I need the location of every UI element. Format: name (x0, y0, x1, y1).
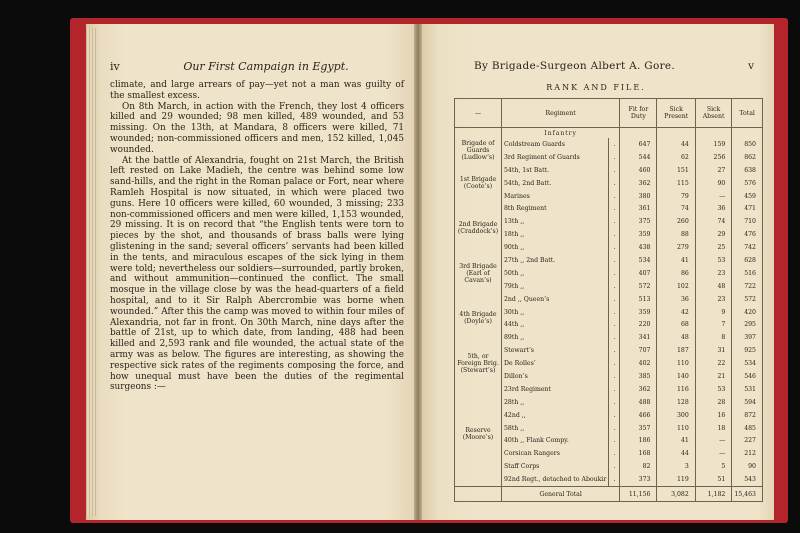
sick-absent-value: 21 (695, 370, 732, 383)
sick-present-value: 140 (657, 370, 695, 383)
sick-present-value: 44 (657, 447, 695, 460)
sick-present-value: 44 (657, 138, 695, 151)
sick-present-value: 110 (657, 422, 695, 435)
sick-absent-value: 53 (695, 383, 732, 396)
right-running-title: By Brigade-Surgeon Albert A. Gore. (474, 60, 676, 72)
leader-dot: . (609, 267, 620, 280)
regiment-name: 18th ,, (502, 228, 609, 241)
leader-dot: . (609, 215, 620, 228)
fit-value: 460 (620, 164, 657, 177)
leader-dot: . (609, 228, 620, 241)
fit-value: 362 (620, 383, 657, 396)
table-row (455, 177, 763, 190)
sick-present-value: 88 (657, 228, 695, 241)
regiment-name: 58th ,, (502, 422, 609, 435)
section-row (455, 128, 763, 139)
leader-dot: . (609, 306, 620, 319)
sick-present-value: 42 (657, 306, 695, 319)
fit-value: 402 (620, 357, 657, 370)
total-value: 872 (732, 409, 763, 422)
leader-dot: . (609, 370, 620, 383)
fit-value: 534 (620, 254, 657, 267)
leader-dot: . (609, 241, 620, 254)
sick-present-value: 151 (657, 164, 695, 177)
sick-present-value: 300 (657, 409, 695, 422)
sick-absent-value: 159 (695, 138, 732, 151)
total-value: 850 (732, 138, 763, 151)
total-value: 485 (732, 422, 763, 435)
total-value: 397 (732, 331, 763, 344)
regiment-name: 13th ,, (502, 215, 609, 228)
leader-dot: . (609, 190, 620, 203)
regiment-name: Staff Corps (502, 460, 609, 473)
total-total: 15,463 (732, 487, 763, 502)
regiment-name: Corsican Rangers (502, 447, 609, 460)
total-value: 420 (732, 306, 763, 319)
leader-dot: . (609, 280, 620, 293)
regiment-name: 30th ,, (502, 306, 609, 319)
regiment-name: Dillon’s (502, 370, 609, 383)
total-value: 638 (732, 164, 763, 177)
general-total-row (455, 487, 763, 502)
fit-value: 357 (620, 422, 657, 435)
fit-value: 168 (620, 447, 657, 460)
leader-dot: . (609, 447, 620, 460)
leader-dot: . (609, 383, 620, 396)
sick-absent-value: — (695, 190, 732, 203)
leader-dot: . (609, 202, 620, 215)
leader-dot: . (609, 344, 620, 357)
regiment-name: 54th, 2nd Batt. (502, 177, 609, 190)
regiment-name: 44th ,, (502, 318, 609, 331)
fit-value: 707 (620, 344, 657, 357)
total-value: 572 (732, 293, 763, 306)
leader-dot: . (609, 422, 620, 435)
total-value: 594 (732, 396, 763, 409)
table-row (455, 190, 763, 203)
table-row (455, 164, 763, 177)
blank-cell (620, 128, 657, 139)
table-row (455, 254, 763, 267)
paragraph: climate, and large arrears of pay—yet not a man was guilty of the smallest excess. (110, 80, 404, 101)
sick-absent-value: 25 (695, 241, 732, 254)
fit-value: 488 (620, 396, 657, 409)
fit-value: 544 (620, 151, 657, 164)
left-running-title: Our First Campaign in Egypt. (183, 60, 349, 73)
sick-present-value: 41 (657, 434, 695, 447)
regiment-name: 92nd Regt., detached to Aboukir (502, 473, 609, 486)
fit-value: 220 (620, 318, 657, 331)
sick-present-value: 260 (657, 215, 695, 228)
table-row (455, 138, 763, 151)
table-row (455, 344, 763, 357)
leader-dot: . (609, 151, 620, 164)
leader-dot: . (609, 177, 620, 190)
sick-present-value: 115 (657, 177, 695, 190)
total-value: 531 (732, 383, 763, 396)
leader-dot: . (609, 473, 620, 486)
left-body-text (110, 80, 404, 393)
header-fit: Fit for Duty (620, 99, 657, 128)
table-row (455, 202, 763, 215)
table-row (455, 280, 763, 293)
leader-dot: . (609, 434, 620, 447)
total-value: 476 (732, 228, 763, 241)
regiment-name: 3rd Regiment of Guards (502, 151, 609, 164)
leader-dot: . (609, 138, 620, 151)
sick-absent-value: 8 (695, 331, 732, 344)
blank-cell (695, 128, 732, 139)
sick-present-value: 110 (657, 357, 695, 370)
leader-dot: . (609, 254, 620, 267)
brigade-name: 5th, or Foreign Brig. (Stewart’s) (455, 344, 502, 383)
paragraph: On 8th March, in action with the French, they lost 4 officers killed and 29 wounded; 98 men killed, 489 wounded, and 53 missing. On the 13th, at Mandara, 8 officers were killed, 71 wounded; non-commissioned officers and men, 152 killed, 1,045 wounded. (110, 101, 404, 155)
table-row (455, 409, 763, 422)
regiment-name: 42nd ,, (502, 409, 609, 422)
table-row (455, 306, 763, 319)
sick-present-value: 119 (657, 473, 695, 486)
total-value: 925 (732, 344, 763, 357)
sick-present-value: 3 (657, 460, 695, 473)
fit-value: 341 (620, 331, 657, 344)
general-total-label: General Total (502, 487, 620, 502)
regiment-name: 23rd Regiment (502, 383, 609, 396)
leader-dot: . (609, 460, 620, 473)
page-edges (86, 28, 96, 516)
fit-value: 572 (620, 280, 657, 293)
regiment-name: 50th ,, (502, 267, 609, 280)
sick-absent-value: 28 (695, 396, 732, 409)
regiment-name: 89th ,, (502, 331, 609, 344)
brigade-name: 3rd Brigade (Earl of Cavan’s) (455, 254, 502, 293)
blank-cell (455, 128, 502, 139)
fit-value: 375 (620, 215, 657, 228)
table-row (455, 215, 763, 228)
sick-present-value: 48 (657, 331, 695, 344)
right-page (418, 24, 774, 520)
brigade-name: 1st Brigade (Coote’s) (455, 164, 502, 203)
sick-absent-value: 51 (695, 473, 732, 486)
sick-present-value: 102 (657, 280, 695, 293)
total-value: 576 (732, 177, 763, 190)
sick-absent-value: 5 (695, 460, 732, 473)
sick-absent-value: 9 (695, 306, 732, 319)
regiment-name: Stewart’s (502, 344, 609, 357)
table-row (455, 151, 763, 164)
total-value: 295 (732, 318, 763, 331)
fit-value: 466 (620, 409, 657, 422)
regiment-name: 90th ,, (502, 241, 609, 254)
blank-cell (657, 128, 695, 139)
sick-absent-value: 18 (695, 422, 732, 435)
table-row (455, 293, 763, 306)
header-sick-present: Sick Present (657, 99, 695, 128)
table-row (455, 370, 763, 383)
regiment-name: 8th Regiment (502, 202, 609, 215)
total-value: 459 (732, 190, 763, 203)
regiment-name: 2nd ,, Queen’s (502, 293, 609, 306)
regiment-name: Marines (502, 190, 609, 203)
leader-dot: . (609, 318, 620, 331)
right-page-number: v (748, 60, 754, 72)
sick-present-value: 86 (657, 267, 695, 280)
table-row (455, 383, 763, 396)
total-fit: 11,156 (620, 487, 657, 502)
fit-value: 359 (620, 228, 657, 241)
regiment-name: 28th ,, (502, 396, 609, 409)
table-row (455, 267, 763, 280)
total-value: 710 (732, 215, 763, 228)
total-value: 628 (732, 254, 763, 267)
sick-present-value: 187 (657, 344, 695, 357)
total-value: 90 (732, 460, 763, 473)
table-header-row (455, 99, 763, 128)
leader-dot: . (609, 164, 620, 177)
sick-absent-value: 90 (695, 177, 732, 190)
sick-absent-value: — (695, 434, 732, 447)
fit-value: 359 (620, 306, 657, 319)
total-sick-present: 3,082 (657, 487, 695, 502)
sick-absent-value: 27 (695, 164, 732, 177)
fit-value: 647 (620, 138, 657, 151)
sick-absent-value: 7 (695, 318, 732, 331)
sick-absent-value: 23 (695, 293, 732, 306)
table-row (455, 396, 763, 409)
sick-present-value: 74 (657, 202, 695, 215)
sick-absent-value: 22 (695, 357, 732, 370)
sick-present-value: 128 (657, 396, 695, 409)
regiment-name: 79th ,, (502, 280, 609, 293)
sick-absent-value: 31 (695, 344, 732, 357)
total-value: 471 (732, 202, 763, 215)
sick-present-value: 79 (657, 190, 695, 203)
left-page-number: iv (110, 60, 120, 73)
total-value: 543 (732, 473, 763, 486)
sick-present-value: 279 (657, 241, 695, 254)
sick-absent-value: 48 (695, 280, 732, 293)
total-value: 742 (732, 241, 763, 254)
total-value: 534 (732, 357, 763, 370)
fit-value: 361 (620, 202, 657, 215)
table-row (455, 434, 763, 447)
sick-present-value: 116 (657, 383, 695, 396)
brigade-name: Brigade of Guards (Ludlow’s) (455, 138, 502, 164)
sick-absent-value: 36 (695, 202, 732, 215)
leader-dot: . (609, 293, 620, 306)
fit-value: 407 (620, 267, 657, 280)
regiment-name: De Rolles’ (502, 357, 609, 370)
table-row (455, 331, 763, 344)
sick-absent-value: 256 (695, 151, 732, 164)
fit-value: 82 (620, 460, 657, 473)
table-row (455, 473, 763, 486)
sick-present-value: 36 (657, 293, 695, 306)
brigade-name: 2nd Brigade (Craddock’s) (455, 202, 502, 254)
total-sick-absent: 1,182 (695, 487, 732, 502)
fit-value: 513 (620, 293, 657, 306)
table-row (455, 357, 763, 370)
table-row (455, 447, 763, 460)
table-row (455, 228, 763, 241)
left-page (86, 24, 418, 520)
total-value: 212 (732, 447, 763, 460)
leader-dot: . (609, 357, 620, 370)
brigade-name: Reserve (Moore’s) (455, 383, 502, 487)
leader-dot: . (609, 396, 620, 409)
sick-present-value: 68 (657, 318, 695, 331)
section-label: Infantry (502, 128, 620, 139)
sick-absent-value: 23 (695, 267, 732, 280)
fit-value: 373 (620, 473, 657, 486)
table-body (455, 128, 763, 487)
fit-value: 438 (620, 241, 657, 254)
table-row (455, 422, 763, 435)
blank-cell (455, 487, 502, 502)
regiment-name: Coldstream Guards (502, 138, 609, 151)
header-sick-absent: Sick Absent (695, 99, 732, 128)
header-brigade: — (455, 99, 502, 128)
table-row (455, 460, 763, 473)
table-row (455, 241, 763, 254)
fit-value: 380 (620, 190, 657, 203)
sick-absent-value: 74 (695, 215, 732, 228)
sick-absent-value: 29 (695, 228, 732, 241)
sick-absent-value: 16 (695, 409, 732, 422)
header-total: Total (732, 99, 763, 128)
table-row (455, 318, 763, 331)
blank-cell (732, 128, 763, 139)
header-regiment: Regiment (502, 99, 620, 128)
total-value: 516 (732, 267, 763, 280)
rank-and-file-table (454, 98, 763, 502)
sick-present-value: 62 (657, 151, 695, 164)
leader-dot: . (609, 409, 620, 422)
fit-value: 385 (620, 370, 657, 383)
total-value: 546 (732, 370, 763, 383)
fit-value: 186 (620, 434, 657, 447)
sick-present-value: 41 (657, 254, 695, 267)
total-value: 722 (732, 280, 763, 293)
regiment-name: 40th ,, Flank Compy. (502, 434, 609, 447)
sick-absent-value: — (695, 447, 732, 460)
regiment-name: 27th ,, 2nd Batt. (502, 254, 609, 267)
total-value: 862 (732, 151, 763, 164)
book-gutter (414, 24, 422, 520)
sick-absent-value: 53 (695, 254, 732, 267)
total-value: 227 (732, 434, 763, 447)
regiment-name: 54th, 1st Batt. (502, 164, 609, 177)
table-title: RANK AND FILE. (546, 83, 646, 92)
paragraph: At the battle of Alexandria, fought on 21st March, the British left rested on Lake Madieh, the centre was behind some low sand-hills, and the right in the Roman palace or Fort, near where Ramleh Hospital is now situated, in which were placed two guns. Here 10 officers were killed, 60 wounded, 3 missing; 233 non-commissioned officers and men were killed, 1,153 wounded, 29 missing. It is on record that “the English tents were torn to pieces by the shot, and thousands of brass balls were lying glistening in the sand; several officers’ servants had been killed in the tents, and miraculous escapes of the sick lying in them were told; nevertheless our soldiers—surrounded, partly broken, and without ammunition—continued the conflict. The small mosque in the village close by was the head-quarters of a field hospital, and to it Sir Ralph Abercrombie was borne when wounded.” After this the camp was moved to within four miles of Alexandria, not far in front. On 30th March, nine days after the battle of 21st, up to which date, from landing, 488 had been killed and 2,593 rank and file wounded, the actual state of the army was as below. The figures are interesting, as showing the respective sick rates of the regiments composing the force, and how unequal must have been the duties of the regimental surgeons :— (110, 155, 404, 393)
fit-value: 362 (620, 177, 657, 190)
brigade-name: 4th Brigade (Doyle’s) (455, 293, 502, 345)
leader-dot: . (609, 331, 620, 344)
